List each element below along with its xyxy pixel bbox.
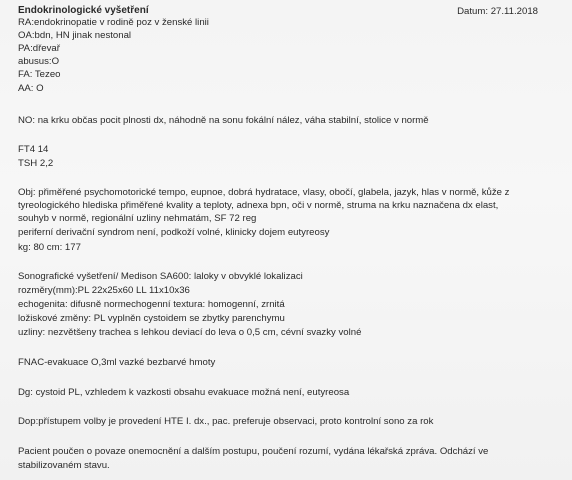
lab-tsh: TSH 2,2 <box>18 158 54 169</box>
lab-ft4: FT4 14 <box>18 144 49 155</box>
sono-line-4: ložiskové změny: PL vyplněn cystoidem se zbytky parenchymu <box>18 313 285 324</box>
dg-line: Dg: cystoid PL, vzhledem k vazkosti obsahu evakuace možná není, eutyreosa <box>18 387 350 398</box>
obj-line-2: tyreologického hlediska přiměřené kvality a teploty, adnexa bpn, oči v normě, struma na krku naznačena dx elast, <box>18 200 499 211</box>
obj-line-5: kg: 80 cm: 177 <box>18 242 81 253</box>
report-date: Datum: 27.11.2018 <box>457 6 538 17</box>
obj-line-3: souhyb v normě, regionální uzliny nehmatám, SF 72 reg <box>18 213 257 224</box>
anamnesis-abusus: abusus:O <box>18 56 60 67</box>
sono-line-5: uzliny: nezvětšeny trachea s lehkou deviací do leva o 0,5 cm, cévní svazky volné <box>18 327 362 338</box>
sono-line-3: echogenita: difusně normechogenní textura: homogenní, zrnitá <box>18 299 285 310</box>
anamnesis-oa: OA:bdn, HN jinak nestonal <box>18 30 132 41</box>
anamnesis-pa: PA:dřevař <box>18 43 60 54</box>
anamnesis-aa: AA: O <box>18 83 44 94</box>
anamnesis-fa: FA: Tezeo <box>18 69 61 80</box>
no-section: NO: na krku občas pocit plnosti dx, náhodně na sonu fokální nález, váha stabilní, stolice v normě <box>18 115 429 126</box>
sono-line-2: rozměry(mm):PL 22x25x60 LL 11x10x36 <box>18 285 190 296</box>
closing-line-2: stabilizovaném stavu. <box>18 460 110 471</box>
anamnesis-ra: RA:endokrinopatie v rodině poz v ženské linii <box>18 17 209 28</box>
fnac-line: FNAC-evakuace O,3ml vazké bezbarvé hmoty <box>18 357 216 368</box>
report-title: Endokrinologické vyšetření <box>18 5 149 16</box>
obj-line-1: Obj: přiměřené psychomotorické tempo, eupnoe, dobrá hydratace, vlasy, obočí, glabela, jazyk, hlas v normě, kůže z <box>18 187 510 198</box>
closing-line-1: Pacient poučen o povaze onemocnění a dalším postupu, poučení rozumí, vydána lékařská zpráva. Odchází ve <box>18 446 489 457</box>
obj-line-4: periferní derivační syndrom není, podkoží volné, klinicky dojem eutyreosy <box>18 227 330 238</box>
dop-line: Dop:přístupem volby je provedení HTE I. dx., pac. preferuje observaci, proto kontrolní sono za rok <box>18 416 434 427</box>
sono-line-1: Sonografické vyšetření/ Medison SA600: laloky v obvyklé lokalizaci <box>18 271 303 282</box>
